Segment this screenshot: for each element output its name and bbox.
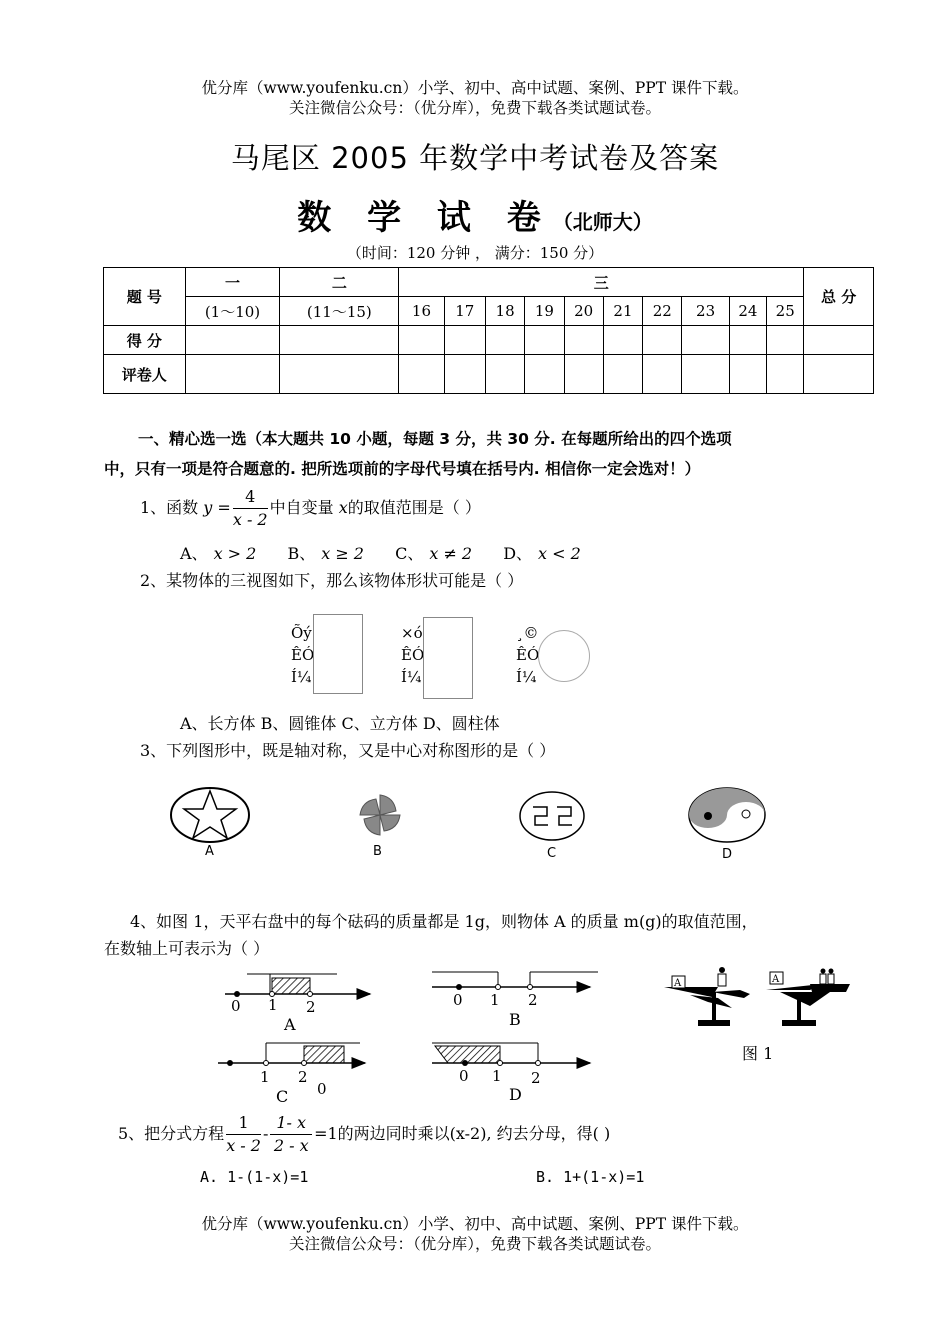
grader-cell[interactable] <box>444 355 485 394</box>
q5-minus: - <box>262 1124 269 1143</box>
score-num-25: 25 <box>767 297 804 326</box>
score-num-24: 24 <box>729 297 766 326</box>
grader-cell[interactable] <box>564 355 603 394</box>
q5-option-b[interactable]: B. 1+(1-x)=1 <box>536 1168 645 1186</box>
subtitle-main: 数 学 试 卷 <box>297 198 553 238</box>
page-subtitle <box>0 190 950 239</box>
axis-b-t2: 2 <box>528 991 538 1009</box>
grader-cell[interactable] <box>603 355 642 394</box>
question-3: 3、下列图形中，既是轴对称，又是中心对称图形的是（ ） <box>140 741 556 760</box>
axis-c-t2: 2 <box>298 1068 308 1086</box>
q1-option-b-letter[interactable]: B、 <box>287 544 316 563</box>
front-view-l1: Õý <box>291 624 312 642</box>
score-label-points: 得 分 <box>104 326 186 355</box>
question-2: 2、某物体的三视图如下，那么该物体形状可能是（ ） <box>140 571 524 590</box>
axis-b-t1: 1 <box>490 991 500 1009</box>
q1-eq: = <box>217 498 231 517</box>
question-1 <box>140 486 481 531</box>
axis-a-label: A <box>284 1015 296 1034</box>
top-view-circle <box>538 630 590 682</box>
top-view-l1: ¸© <box>516 624 539 642</box>
score-cell[interactable] <box>564 326 603 355</box>
q5-f2-num: 1- x <box>270 1112 312 1135</box>
q1-numerator: 4 <box>233 486 268 509</box>
score-cell[interactable] <box>280 326 399 355</box>
score-range-1: (1～10) <box>185 297 280 326</box>
section-1-line-2: 中，只有一项是符合题意的. 把所选项前的字母代号填在括号内. 相信你一定会选对！） <box>104 460 701 478</box>
q3-figure-b[interactable] <box>360 795 400 835</box>
q3-figure-d[interactable] <box>689 788 765 842</box>
q1-denominator: x - 2 <box>232 510 268 529</box>
grader-cell[interactable] <box>767 355 804 394</box>
axis-b-label: B <box>509 1010 521 1029</box>
front-view-rect <box>313 614 363 694</box>
question-5 <box>118 1112 610 1157</box>
score-cell[interactable] <box>767 326 804 355</box>
q1-var-x: x <box>338 498 348 517</box>
q5-fraction-2 <box>270 1112 312 1157</box>
score-cell[interactable] <box>643 326 682 355</box>
q1-option-a[interactable]: x > 2 <box>213 544 257 563</box>
grader-cell[interactable] <box>280 355 399 394</box>
score-cell[interactable] <box>485 326 524 355</box>
score-cell[interactable] <box>185 326 280 355</box>
axis-c-t1: 1 <box>260 1068 270 1086</box>
axis-b-t0: 0 <box>453 991 463 1009</box>
grader-cell[interactable] <box>485 355 524 394</box>
score-num-16: 16 <box>399 297 444 326</box>
axis-d-t0: 0 <box>459 1067 469 1085</box>
axis-d-label: D <box>509 1085 522 1104</box>
grader-cell[interactable] <box>729 355 766 394</box>
left-view-label <box>401 622 424 688</box>
left-view-rect <box>423 617 473 699</box>
grader-cell[interactable] <box>399 355 444 394</box>
q3-label-b: B <box>373 844 382 859</box>
score-range-2: (11～15) <box>280 297 399 326</box>
grader-cell[interactable] <box>643 355 682 394</box>
number-line-b[interactable] <box>432 972 598 990</box>
number-line-c[interactable] <box>218 1043 365 1066</box>
left-view-l3: Í¼ <box>401 668 422 686</box>
score-cell[interactable] <box>682 326 729 355</box>
axis-c-label: C <box>276 1087 289 1106</box>
q5-prefix: 5、把分式方程 <box>118 1124 225 1143</box>
q5-f2-den: 2 - x <box>273 1136 309 1155</box>
balance-right <box>766 969 850 1027</box>
q5-option-a[interactable]: A. 1-(1-x)=1 <box>200 1168 309 1186</box>
score-table <box>103 267 874 394</box>
q1-option-d[interactable]: x < 2 <box>538 544 581 563</box>
score-num-18: 18 <box>485 297 524 326</box>
score-num-21: 21 <box>603 297 642 326</box>
q1-suffix-b: 的取值范围是（ ） <box>347 498 481 517</box>
q5-f1-den: x - 2 <box>226 1136 261 1155</box>
figure-1-caption: 图 1 <box>742 1044 774 1063</box>
page-title: 马尾区 2005 年数学中考试卷及答案 <box>230 141 720 175</box>
left-view-l2: ÊÓ <box>401 646 425 664</box>
axis-c-t0: 0 <box>317 1080 327 1098</box>
top-view-l3: Í¼ <box>516 668 537 686</box>
q3-label-a: A <box>205 844 214 859</box>
number-line-d[interactable] <box>432 1043 590 1066</box>
score-cell[interactable] <box>444 326 485 355</box>
top-view-l2: ÊÓ <box>516 646 540 664</box>
q1-options <box>180 541 581 564</box>
q1-option-a-letter[interactable]: A、 <box>180 544 208 563</box>
grader-cell[interactable] <box>682 355 729 394</box>
q1-fraction <box>233 486 268 531</box>
score-cell[interactable] <box>804 326 874 355</box>
subtitle-edition: （北师大） <box>552 210 653 234</box>
number-line-a[interactable] <box>225 974 370 997</box>
axis-a-t1: 1 <box>268 996 278 1014</box>
q2-options[interactable]: A、长方体 B、圆锥体 C、立方体 D、圆柱体 <box>180 714 500 733</box>
score-num-19: 19 <box>525 297 564 326</box>
axis-a-t0: 0 <box>231 997 241 1015</box>
grader-cell[interactable] <box>185 355 280 394</box>
grader-cell[interactable] <box>804 355 874 394</box>
q1-option-b[interactable]: x ≥ 2 <box>321 544 364 563</box>
front-view-l2: ÊÓ <box>291 646 315 664</box>
score-cell[interactable] <box>729 326 766 355</box>
axis-d-t2: 2 <box>531 1069 541 1087</box>
balance-figure <box>660 962 855 1037</box>
q1-suffix-a: 中自变量 <box>269 498 334 517</box>
score-num-20: 20 <box>564 297 603 326</box>
q1-prefix: 1、函数 <box>140 498 199 517</box>
header-line-2: 关注微信公众号：（优分库），免费下载各类试题试卷。 <box>288 99 661 117</box>
front-view-label <box>291 622 314 688</box>
footer-line-1: 优分库（www.youfenku.cn）小学、初中、高中试题、案例、PPT 课件下载。 <box>201 1215 749 1233</box>
q1-option-d-letter[interactable]: D、 <box>503 544 533 563</box>
q4-number-lines <box>210 966 630 1116</box>
top-view-label <box>516 622 539 688</box>
score-label-question: 题 号 <box>104 268 186 326</box>
score-num-17: 17 <box>444 297 485 326</box>
question-4-line-2: 在数轴上可表示为（ ） <box>104 939 270 958</box>
front-view-l3: Í¼ <box>291 668 312 686</box>
score-part-2: 二 <box>280 268 399 297</box>
section-1-line-1: 一、精心选一选（本大题共 10 小题，每题 3 分，共 30 分. 在每题所给出的四个选项 <box>138 430 732 448</box>
q5-fraction-1 <box>226 1112 261 1157</box>
q3-label-d: D <box>722 847 733 862</box>
score-num-23: 23 <box>682 297 729 326</box>
balance-left <box>664 967 750 1026</box>
axis-d-t1: 1 <box>492 1067 502 1085</box>
score-cell[interactable] <box>399 326 444 355</box>
q5-f1-num: 1 <box>226 1112 261 1135</box>
q1-option-c-letter[interactable]: C、 <box>395 544 424 563</box>
score-total-label: 总 分 <box>804 268 874 326</box>
left-view-l1: ×ó <box>401 624 423 642</box>
q3-label-c: C <box>547 846 557 861</box>
time-info: （时间：120 分钟 ， 满分：150 分） <box>346 244 604 262</box>
q5-suffix: =1的两边同时乘以(x-2), 约去分母，得( ) <box>314 1124 611 1143</box>
q3-figure-a[interactable] <box>171 788 249 842</box>
score-label-grader: 评卷人 <box>104 355 186 394</box>
question-4-line-1: 4、如图 1，天平右盘中的每个砝码的质量都是 1g，则物体 A 的质量 m(g)的取值范围， <box>130 912 758 931</box>
q1-var-y: y <box>203 498 213 517</box>
score-part-3: 三 <box>399 268 804 297</box>
balance-box-label-1: A <box>674 978 682 989</box>
q3-figures <box>160 785 800 875</box>
axis-a-t2: 2 <box>306 998 316 1016</box>
balance-box-label-2: A <box>772 974 780 985</box>
q1-option-c[interactable]: x ≠ 2 <box>429 544 473 563</box>
score-num-22: 22 <box>643 297 682 326</box>
score-part-1: 一 <box>185 268 280 297</box>
footer-line-2: 关注微信公众号：（优分库），免费下载各类试题试卷。 <box>288 1235 661 1253</box>
header-line-1: 优分库（www.youfenku.cn）小学、初中、高中试题、案例、PPT 课件下载。 <box>201 79 749 97</box>
score-cell[interactable] <box>603 326 642 355</box>
grader-cell[interactable] <box>525 355 564 394</box>
score-cell[interactable] <box>525 326 564 355</box>
q3-figure-c[interactable] <box>520 792 584 840</box>
